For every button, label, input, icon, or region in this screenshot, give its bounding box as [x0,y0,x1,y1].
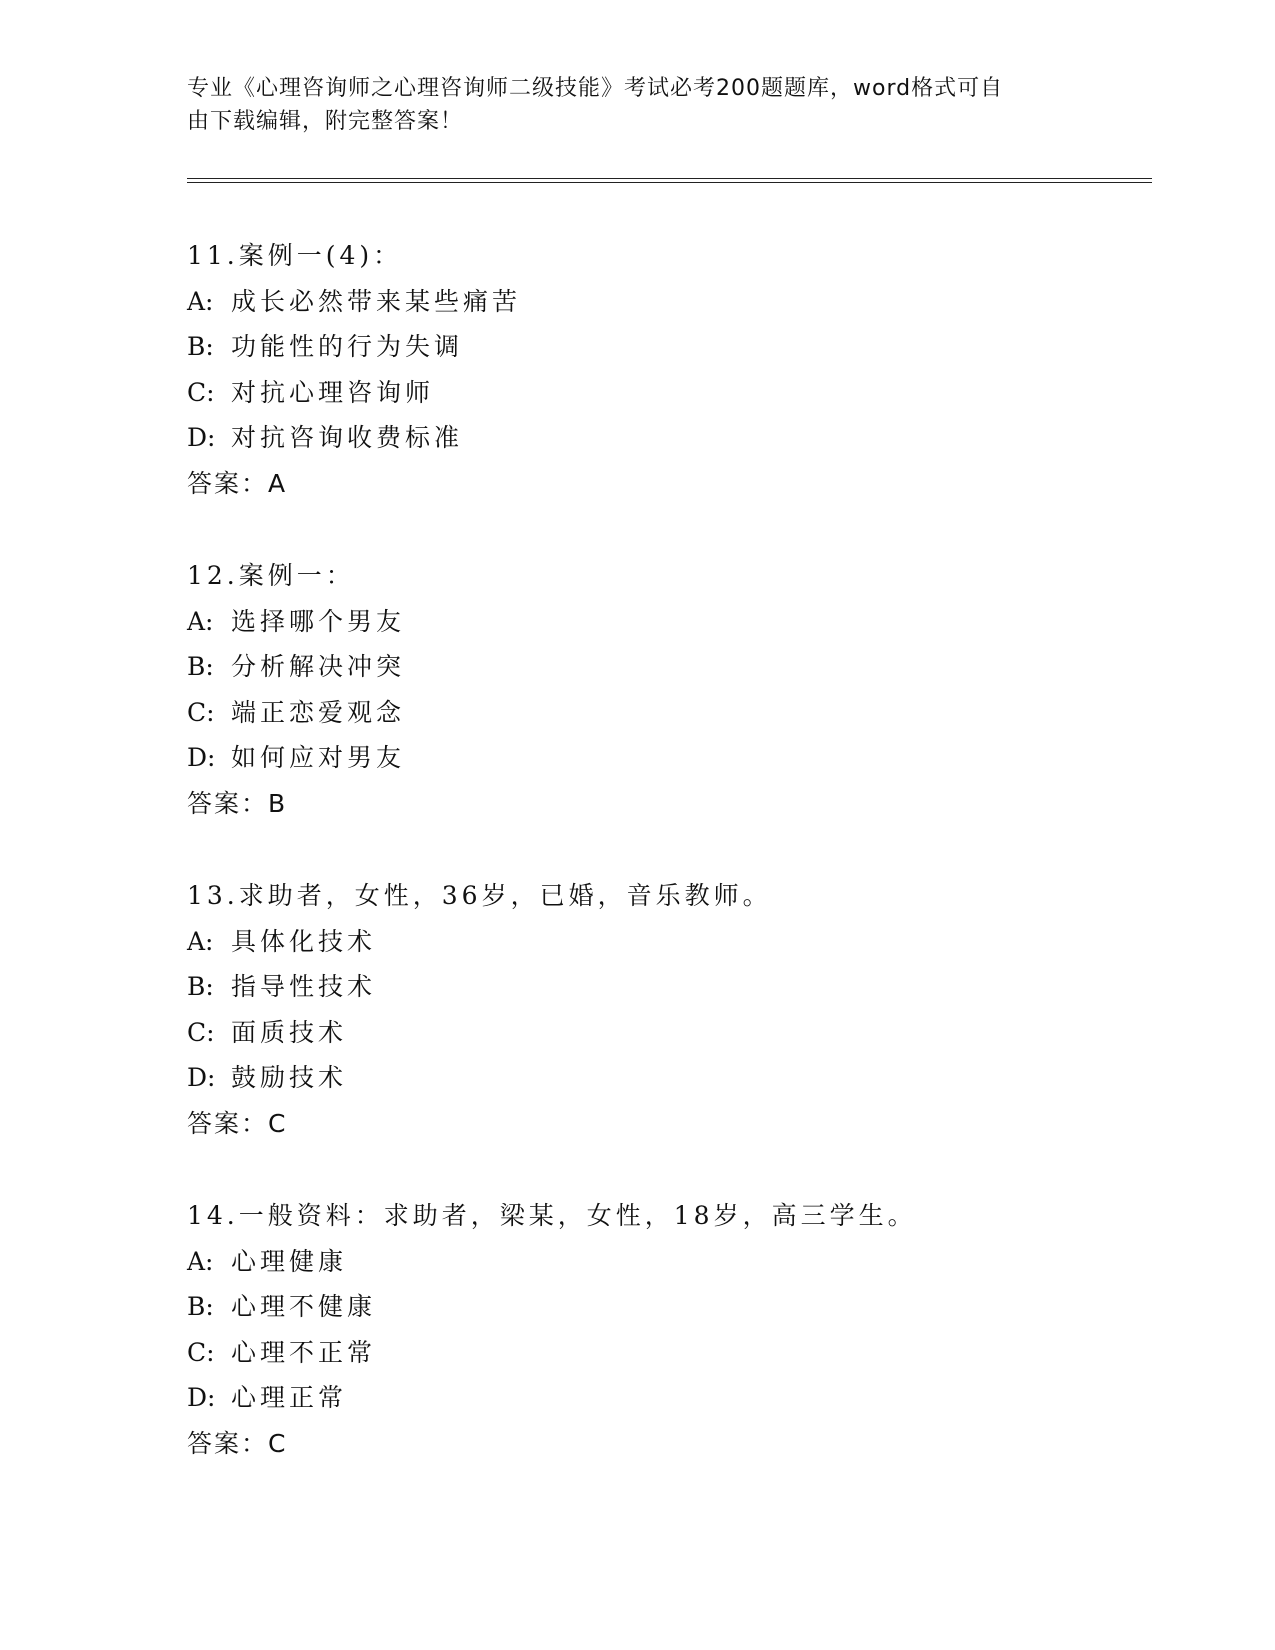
option-b [187,1284,1147,1330]
option-text: 功能性的行为失调 [231,332,464,361]
option-letter: C: [187,1017,215,1047]
option-text: 面质技术 [231,1017,348,1047]
answer-line: 答案：A [187,468,288,498]
option-text: 端正恋爱观念 [231,697,406,727]
option-letter: C: [187,1337,215,1367]
question-stem: 11.案例一(4)： [187,241,403,270]
option-letter: A: [187,606,214,636]
option-a [187,279,1147,325]
option-text: 鼓励技术 [231,1063,348,1092]
option-d [187,415,1147,461]
option-c [187,690,1147,736]
question-stem: 14.一般资料：求助者，梁某，女性，18岁，高三学生。 [187,1201,917,1230]
question-stem: 13.求助者，女性，36岁，已婚，音乐教师。 [187,881,772,910]
option-text: 指导性技术 [231,972,377,1001]
option-letter: A: [187,1246,214,1276]
header-line-2: 由下载编辑，附完整答案！ [187,109,464,134]
option-a [187,599,1147,645]
question-list [187,233,1147,1513]
question-11 [187,233,1147,553]
question-stem: 12.案例一： [187,561,355,590]
option-text: 对抗心理咨询师 [231,377,435,407]
option-text: 心理不健康 [231,1292,377,1321]
option-letter: C: [187,377,215,407]
option-text: 心理正常 [231,1383,348,1412]
option-text: 选择哪个男友 [231,606,406,636]
question-12 [187,553,1147,873]
header-line-1: 专业《心理咨询师之心理咨询师二级技能》考试必考200题题库，word格式可自 [187,76,1004,101]
option-d [187,1055,1147,1101]
option-letter: A: [187,286,214,316]
option-letter: A: [187,926,214,956]
question-13 [187,873,1147,1193]
option-letter: B: [187,1292,214,1321]
option-b [187,644,1147,690]
option-text: 成长必然带来某些痛苦 [231,286,522,316]
option-letter: D: [187,423,216,452]
option-text: 如何应对男友 [231,743,406,772]
option-text: 分析解决冲突 [231,652,406,681]
option-a [187,919,1147,965]
header-divider-bottom [187,182,1152,183]
answer-line: 答案：C [187,1428,288,1458]
answer-line: 答案：B [187,788,288,818]
option-c [187,1330,1147,1376]
option-d [187,735,1147,781]
option-letter: D: [187,1383,216,1412]
option-text: 对抗咨询收费标准 [231,423,464,452]
answer-line: 答案：C [187,1108,288,1138]
option-letter: B: [187,332,214,361]
option-c [187,370,1147,416]
document-header [187,72,1067,138]
option-letter: D: [187,1063,216,1092]
option-b [187,964,1147,1010]
option-letter: B: [187,972,214,1001]
option-text: 心理不正常 [231,1337,377,1367]
option-letter: D: [187,743,216,772]
option-letter: C: [187,697,215,727]
option-d [187,1375,1147,1421]
option-c [187,1010,1147,1056]
question-14 [187,1193,1147,1513]
option-text: 心理健康 [231,1246,348,1276]
option-b [187,324,1147,370]
option-text: 具体化技术 [231,926,377,956]
header-divider-top [187,178,1152,179]
option-a [187,1239,1147,1285]
option-letter: B: [187,652,214,681]
